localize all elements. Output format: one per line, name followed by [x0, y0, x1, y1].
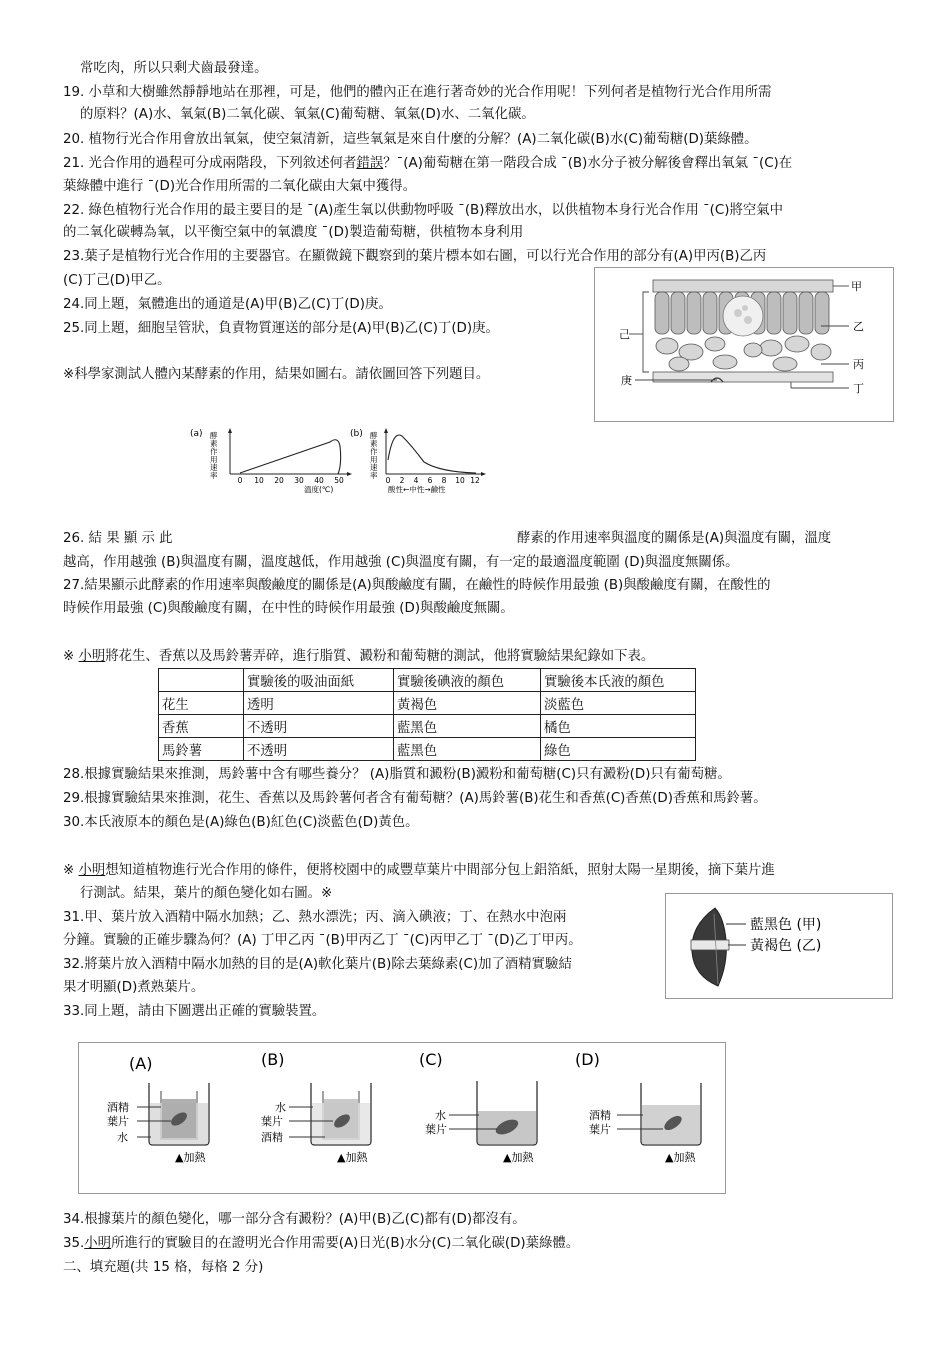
- graph-a-ylabel: [210, 430, 218, 480]
- table-cell: 橘色: [541, 715, 696, 738]
- vein-bundle: [723, 296, 763, 336]
- table-cell: 不透明: [244, 738, 394, 761]
- svg-text:率: 率: [210, 471, 218, 480]
- svg-text:30: 30: [294, 476, 304, 485]
- question-23-line1: 23.葉子是植物行光合作用的主要器官。在顯微鏡下觀察到的葉片標本如右圖，可以行光合作用的部分有(A)甲丙(B)乙丙: [63, 249, 767, 264]
- label-blue-black: 藍黑色 (甲): [750, 917, 822, 933]
- table-cell: 藍黑色: [394, 715, 541, 738]
- graph-a-tag: (a): [190, 429, 203, 439]
- question-21-line1: 21. 光合作用的過程可分成兩階段，下列敘述何者錯誤？¯(A)葡萄糖在第一階段合成 ¯(B)水分子被分解後會釋出氧氣 ¯(C)在: [63, 156, 793, 171]
- question-31-line1: 31.甲、葉片放入酒精中隔水加熱；乙、熱水漂洗；丙、滴入碘液；丁、在熱水中泡兩: [63, 910, 567, 925]
- question-19-line1: 19. 小草和大樹雖然靜靜地站在那裡，可是，他們的體內正在進行著奇妙的光合作用呢！下列何者是植物行光合作用所需: [63, 85, 772, 100]
- question-34: 34.根據葉片的顏色變化，哪一部分含有澱粉？(A)甲(B)乙(C)都有(D)都沒有。: [63, 1212, 526, 1227]
- apparatus-c: [419, 1050, 537, 1164]
- svg-text:率: 率: [370, 471, 378, 480]
- svg-text:酵: 酵: [210, 431, 218, 440]
- question-19-line2: 的原料？(A)水、氧氣(B)二氧化碳、氧氣(C)葡萄糖、氧氣(D)水、二氧化碳。: [80, 107, 535, 122]
- leaf-color-figure: [665, 893, 893, 999]
- apparatus-b-tag: (B): [261, 1050, 285, 1069]
- label-ding: 丁: [853, 382, 864, 395]
- question-32-line2: 果才明顯(D)煮熟葉片。: [63, 980, 205, 995]
- question-26-line1-right: 酵素的作用速率與溫度的關係是(A)與溫度有關，溫度: [517, 531, 832, 546]
- apparatus-a: [107, 1054, 209, 1164]
- question-25: 25.同上題，細胞呈管狀，負責物質運送的部分是(A)甲(B)乙(C)丁(D)庚。: [63, 321, 499, 336]
- name-xiaoming: 小明: [78, 863, 106, 878]
- svg-text:作: 作: [210, 447, 218, 456]
- apparatus-figure: [78, 1042, 726, 1194]
- question-33: 33.同上題，請由下圖選出正確的實驗裝置。: [63, 1004, 326, 1019]
- svg-text:用: 用: [370, 455, 378, 464]
- question-26-line1-left: 26. 結 果 顯 示 此: [63, 531, 173, 546]
- svg-text:12: 12: [470, 476, 480, 485]
- svg-text:葉片: 葉片: [589, 1123, 611, 1136]
- svg-text:葉片: 葉片: [107, 1115, 129, 1128]
- name-xiaoming: 小明: [78, 649, 106, 664]
- question-26-line2: 越高，作用越強 (B)與溫度有關，溫度越低，作用越強 (C)與溫度有關，有一定的最適溫度範圍 (D)與溫度無關係。: [63, 555, 739, 570]
- svg-text:用: 用: [210, 455, 218, 464]
- table-cell: 綠色: [541, 738, 696, 761]
- table-cell: 香蕉: [159, 715, 244, 738]
- table-row: [159, 692, 696, 715]
- apparatus-b: [261, 1050, 371, 1164]
- experiment-1-intro: ※ 小明將花生、香蕉以及馬鈴薯弄碎，進行脂質、澱粉和葡萄糖的測試，他將實驗結果紀錄如下表。: [63, 649, 655, 664]
- question-22-line1: 22. 綠色植物行光合作用的最主要目的是 ¯(A)產生氧以供動物呼吸 ¯(B)釋放出水，以供植物本身行光合作用 ¯(C)將空氣中: [63, 203, 784, 218]
- emphasis-wrong: 錯誤: [356, 156, 384, 171]
- question-27-line1: 27.結果顯示此酵素的作用速率與酸鹼度的關係是(A)與酸鹼度有關，在鹼性的時候作用最強 (B)與酸鹼度有關，在酸性的: [63, 578, 771, 593]
- leaf-section-figure: [594, 267, 894, 422]
- apparatus-c-tag: (C): [419, 1050, 443, 1069]
- graph-a-curve: [240, 440, 341, 474]
- question-32-line1: 32.將葉片放入酒精中隔水加熱的目的是(A)軟化葉片(B)除去葉綠素(C)加了酒精實驗結: [63, 957, 572, 972]
- svg-text:20: 20: [274, 476, 284, 485]
- svg-text:葉片: 葉片: [261, 1115, 283, 1128]
- svg-text:6: 6: [427, 476, 433, 485]
- svg-text:酒精: 酒精: [589, 1109, 611, 1122]
- table-header-cell: 實驗後的吸油面紙: [244, 669, 394, 692]
- enzyme-graphs: [188, 424, 488, 496]
- label-geng: 庚: [621, 374, 632, 387]
- svg-text:10: 10: [455, 476, 465, 485]
- svg-text:50: 50: [334, 476, 344, 485]
- graph-b-tag: (b): [350, 429, 363, 439]
- experiment-2-intro-line1: ※ 小明想知道植物進行光合作用的條件，便將校園中的咸豐草葉片中間部分包上鋁箔紙，照射太陽一星期後，摘下葉片進: [63, 863, 775, 878]
- label-yellow-brown: 黃褐色 (乙): [750, 938, 822, 954]
- table-header-cell: 實驗後本氏液的顏色: [541, 669, 696, 692]
- table-cell: 黃褐色: [394, 692, 541, 715]
- upper-epidermis: [653, 280, 833, 292]
- svg-text:▲加熱: ▲加熱: [337, 1151, 368, 1164]
- table-cell: 馬鈴薯: [159, 738, 244, 761]
- table-cell: 花生: [159, 692, 244, 715]
- question-24: 24.同上題，氣體進出的通道是(A)甲(B)乙(C)丁(D)庚。: [63, 297, 392, 312]
- table-row: [159, 738, 696, 761]
- graph-b-ticks: [386, 476, 480, 485]
- svg-text:40: 40: [314, 476, 324, 485]
- table-cell: 透明: [244, 692, 394, 715]
- question-28: 28.根據實驗結果來推測，馬鈴薯中含有哪些養分？ (A)脂質和澱粉(B)澱粉和葡萄糖(C)只有澱粉(D)只有葡萄糖。: [63, 767, 731, 782]
- question-23-line2: (C)丁己(D)甲乙。: [63, 273, 171, 288]
- svg-text:2: 2: [399, 476, 405, 485]
- label-ji: 己: [619, 328, 630, 341]
- table-header-cell: [159, 669, 244, 692]
- question-20: 20. 植物行光合作用會放出氧氣，使空氣清新，這些氧氣是來自什麼的分解？(A)二氧化碳(B)水(C)葡萄糖(D)葉綠體。: [63, 132, 758, 147]
- svg-text:水: 水: [117, 1131, 128, 1144]
- question-29: 29.根據實驗結果來推測，花生、香蕉以及馬鈴薯何者含有葡萄糖？(A)馬鈴薯(B)花生和香蕉(C)香蕉(D)香蕉和馬鈴薯。: [63, 791, 767, 806]
- graph-a-xlabel: 溫度(℃): [304, 485, 334, 494]
- table-cell: 藍黑色: [394, 738, 541, 761]
- svg-text:▲加熱: ▲加熱: [665, 1151, 696, 1164]
- svg-text:素: 素: [370, 439, 378, 448]
- table-cell: 不透明: [244, 715, 394, 738]
- line-continuation: 常吃肉，所以只剩犬齒最發達。: [80, 61, 268, 76]
- results-table: [158, 668, 696, 761]
- svg-text:水: 水: [435, 1109, 446, 1122]
- svg-text:▲加熱: ▲加熱: [175, 1151, 206, 1164]
- question-22-line2: 的二氧化碳轉為氧，以平衡空氣中的氧濃度 ¯(D)製造葡萄糖，供植物本身利用: [63, 225, 524, 240]
- name-xiaoming: 小明: [84, 1236, 112, 1251]
- question-35: 35.小明所進行的實驗目的在證明光合作用需要(A)日光(B)水分(C)二氧化碳(D)葉綠體。: [63, 1236, 580, 1251]
- svg-text:0: 0: [385, 476, 391, 485]
- apparatus-a-tag: (A): [129, 1054, 153, 1073]
- apparatus-d: [575, 1050, 701, 1164]
- table-header-row: [159, 669, 696, 692]
- graph-b-xlabel: 酸性←中性→鹼性: [388, 485, 446, 494]
- table-row: [159, 715, 696, 738]
- spongy-layer: [656, 336, 831, 371]
- question-30: 30.本氏液原本的顏色是(A)綠色(B)紅色(C)淡藍色(D)黃色。: [63, 815, 419, 830]
- svg-text:速: 速: [370, 463, 378, 472]
- table-header-cell: 實驗後碘液的顏色: [394, 669, 541, 692]
- question-27-line2: 時候作用最強 (C)與酸鹼度有關，在中性的時候作用最強 (D)與酸鹼度無關。: [63, 601, 514, 616]
- svg-text:素: 素: [210, 439, 218, 448]
- svg-text:10: 10: [254, 476, 264, 485]
- svg-text:水: 水: [275, 1101, 286, 1114]
- lower-epidermis: [653, 372, 833, 382]
- apparatus-d-tag: (D): [575, 1050, 600, 1069]
- question-21-line2: 葉綠體中進行 ¯(D)光合作用所需的二氧化碳由大氣中獲得。: [63, 179, 417, 194]
- svg-text:4: 4: [413, 476, 419, 485]
- svg-text:葉片: 葉片: [425, 1123, 447, 1136]
- svg-text:酒精: 酒精: [107, 1101, 129, 1114]
- label-jia: 甲: [851, 280, 862, 293]
- svg-text:作: 作: [370, 447, 378, 456]
- experiment-2-intro-line2: 行測試。結果，葉片的顏色變化如右圖。※: [80, 886, 333, 901]
- graph-a-ticks: [238, 476, 344, 485]
- svg-text:酒精: 酒精: [261, 1131, 283, 1144]
- graph-b-curve: [388, 435, 476, 473]
- section-2-heading: 二、填充題(共 15 格，每格 2 分): [63, 1260, 264, 1275]
- label-yi: 乙: [853, 320, 864, 333]
- svg-text:▲加熱: ▲加熱: [503, 1151, 534, 1164]
- foil-band: [691, 940, 729, 950]
- enzyme-intro: ※科學家測試人體內某酵素的作用，結果如圖右。請依圖回答下列題目。: [63, 367, 490, 382]
- svg-text:速: 速: [210, 463, 218, 472]
- svg-text:酵: 酵: [370, 431, 378, 440]
- question-31-line2: 分鐘。實驗的正確步驟為何？(A) 丁甲乙丙 ¯(B)甲丙乙丁 ¯(C)丙甲乙丁 ¯(D)乙丁甲丙。: [63, 933, 582, 948]
- graph-b-ylabel: [370, 430, 378, 480]
- svg-text:0: 0: [237, 476, 243, 485]
- svg-text:8: 8: [441, 476, 447, 485]
- label-bing: 丙: [853, 358, 864, 371]
- table-cell: 淡藍色: [541, 692, 696, 715]
